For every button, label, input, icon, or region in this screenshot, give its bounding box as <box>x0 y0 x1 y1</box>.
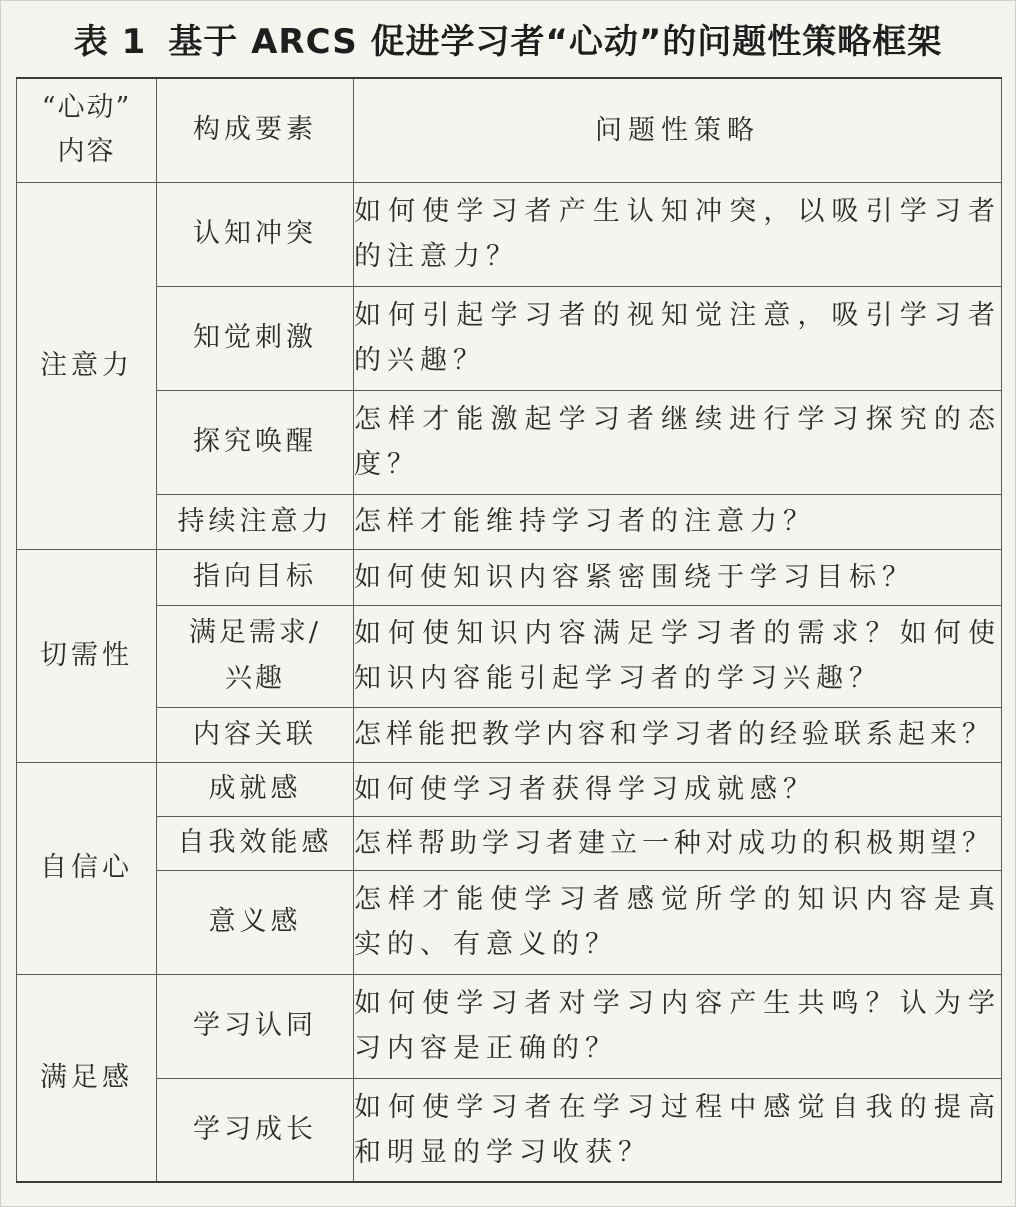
table-row <box>17 182 1002 286</box>
strategy-cell: 怎样帮助学习者建立一种对成功的积极期望？ <box>354 816 1002 870</box>
header-content-line1: “心动” <box>41 92 132 124</box>
strategy-cell: 如何使知识内容满足学习者的需求？如何使知识内容能引起学习者的学习兴趣？ <box>354 605 1002 707</box>
strategy-cell: 怎样才能维持学习者的注意力？ <box>354 494 1002 549</box>
category-cell-attention: 注意力 <box>17 182 157 549</box>
category-cell-satisfaction: 满足感 <box>17 974 157 1182</box>
element-cell: 自我效能感 <box>157 816 354 870</box>
table-row <box>17 707 1002 762</box>
element-cell: 满足需求/兴趣 <box>157 605 354 707</box>
element-cell: 指向目标 <box>157 549 354 605</box>
strategy-cell: 如何使学习者对学习内容产生共鸣？认为学习内容是正确的？ <box>354 974 1002 1078</box>
header-content-line2: 内容 <box>57 136 116 168</box>
element-cell: 探究唤醒 <box>157 390 354 494</box>
category-cell-confidence: 自信心 <box>17 762 157 974</box>
header-element-col: 构成要素 <box>157 78 354 182</box>
header-strategy-col: 问题性策略 <box>354 78 1002 182</box>
table-row <box>17 870 1002 974</box>
table-row <box>17 762 1002 816</box>
table-row <box>17 974 1002 1078</box>
table-row <box>17 605 1002 707</box>
header-content-col <box>17 78 157 182</box>
strategy-cell: 如何引起学习者的视知觉注意，吸引学习者的兴趣？ <box>354 286 1002 390</box>
element-cell: 成就感 <box>157 762 354 816</box>
element-cell: 知觉刺激 <box>157 286 354 390</box>
element-cell: 意义感 <box>157 870 354 974</box>
table-row <box>17 286 1002 390</box>
element-cell: 学习成长 <box>157 1078 354 1182</box>
table-row <box>17 816 1002 870</box>
table-row <box>17 1078 1002 1182</box>
table-title: 基于 ARCS 促进学习者“心动”的问题性策略框架 <box>168 22 943 62</box>
strategy-cell: 如何使学习者获得学习成就感？ <box>354 762 1002 816</box>
table-caption <box>0 14 1016 70</box>
element-cell: 学习认同 <box>157 974 354 1078</box>
table-row <box>17 549 1002 605</box>
element-cell: 持续注意力 <box>157 494 354 549</box>
strategy-cell: 怎样才能使学习者感觉所学的知识内容是真实的、有意义的？ <box>354 870 1002 974</box>
table-row <box>17 494 1002 549</box>
strategy-cell: 怎样才能激起学习者继续进行学习探究的态度？ <box>354 390 1002 494</box>
element-cell: 认知冲突 <box>157 182 354 286</box>
strategy-cell: 怎样能把教学内容和学习者的经验联系起来？ <box>354 707 1002 762</box>
category-cell-relevance: 切需性 <box>17 549 157 762</box>
strategy-cell: 如何使学习者在学习过程中感觉自我的提高和明显的学习收获？ <box>354 1078 1002 1182</box>
header-row <box>17 78 1002 182</box>
table-row <box>17 390 1002 494</box>
element-cell: 内容关联 <box>157 707 354 762</box>
strategy-table <box>16 77 1002 1183</box>
strategy-cell: 如何使知识内容紧密围绕于学习目标？ <box>354 549 1002 605</box>
table-number: 表 1 <box>73 22 147 62</box>
strategy-cell: 如何使学习者产生认知冲突，以吸引学习者的注意力？ <box>354 182 1002 286</box>
